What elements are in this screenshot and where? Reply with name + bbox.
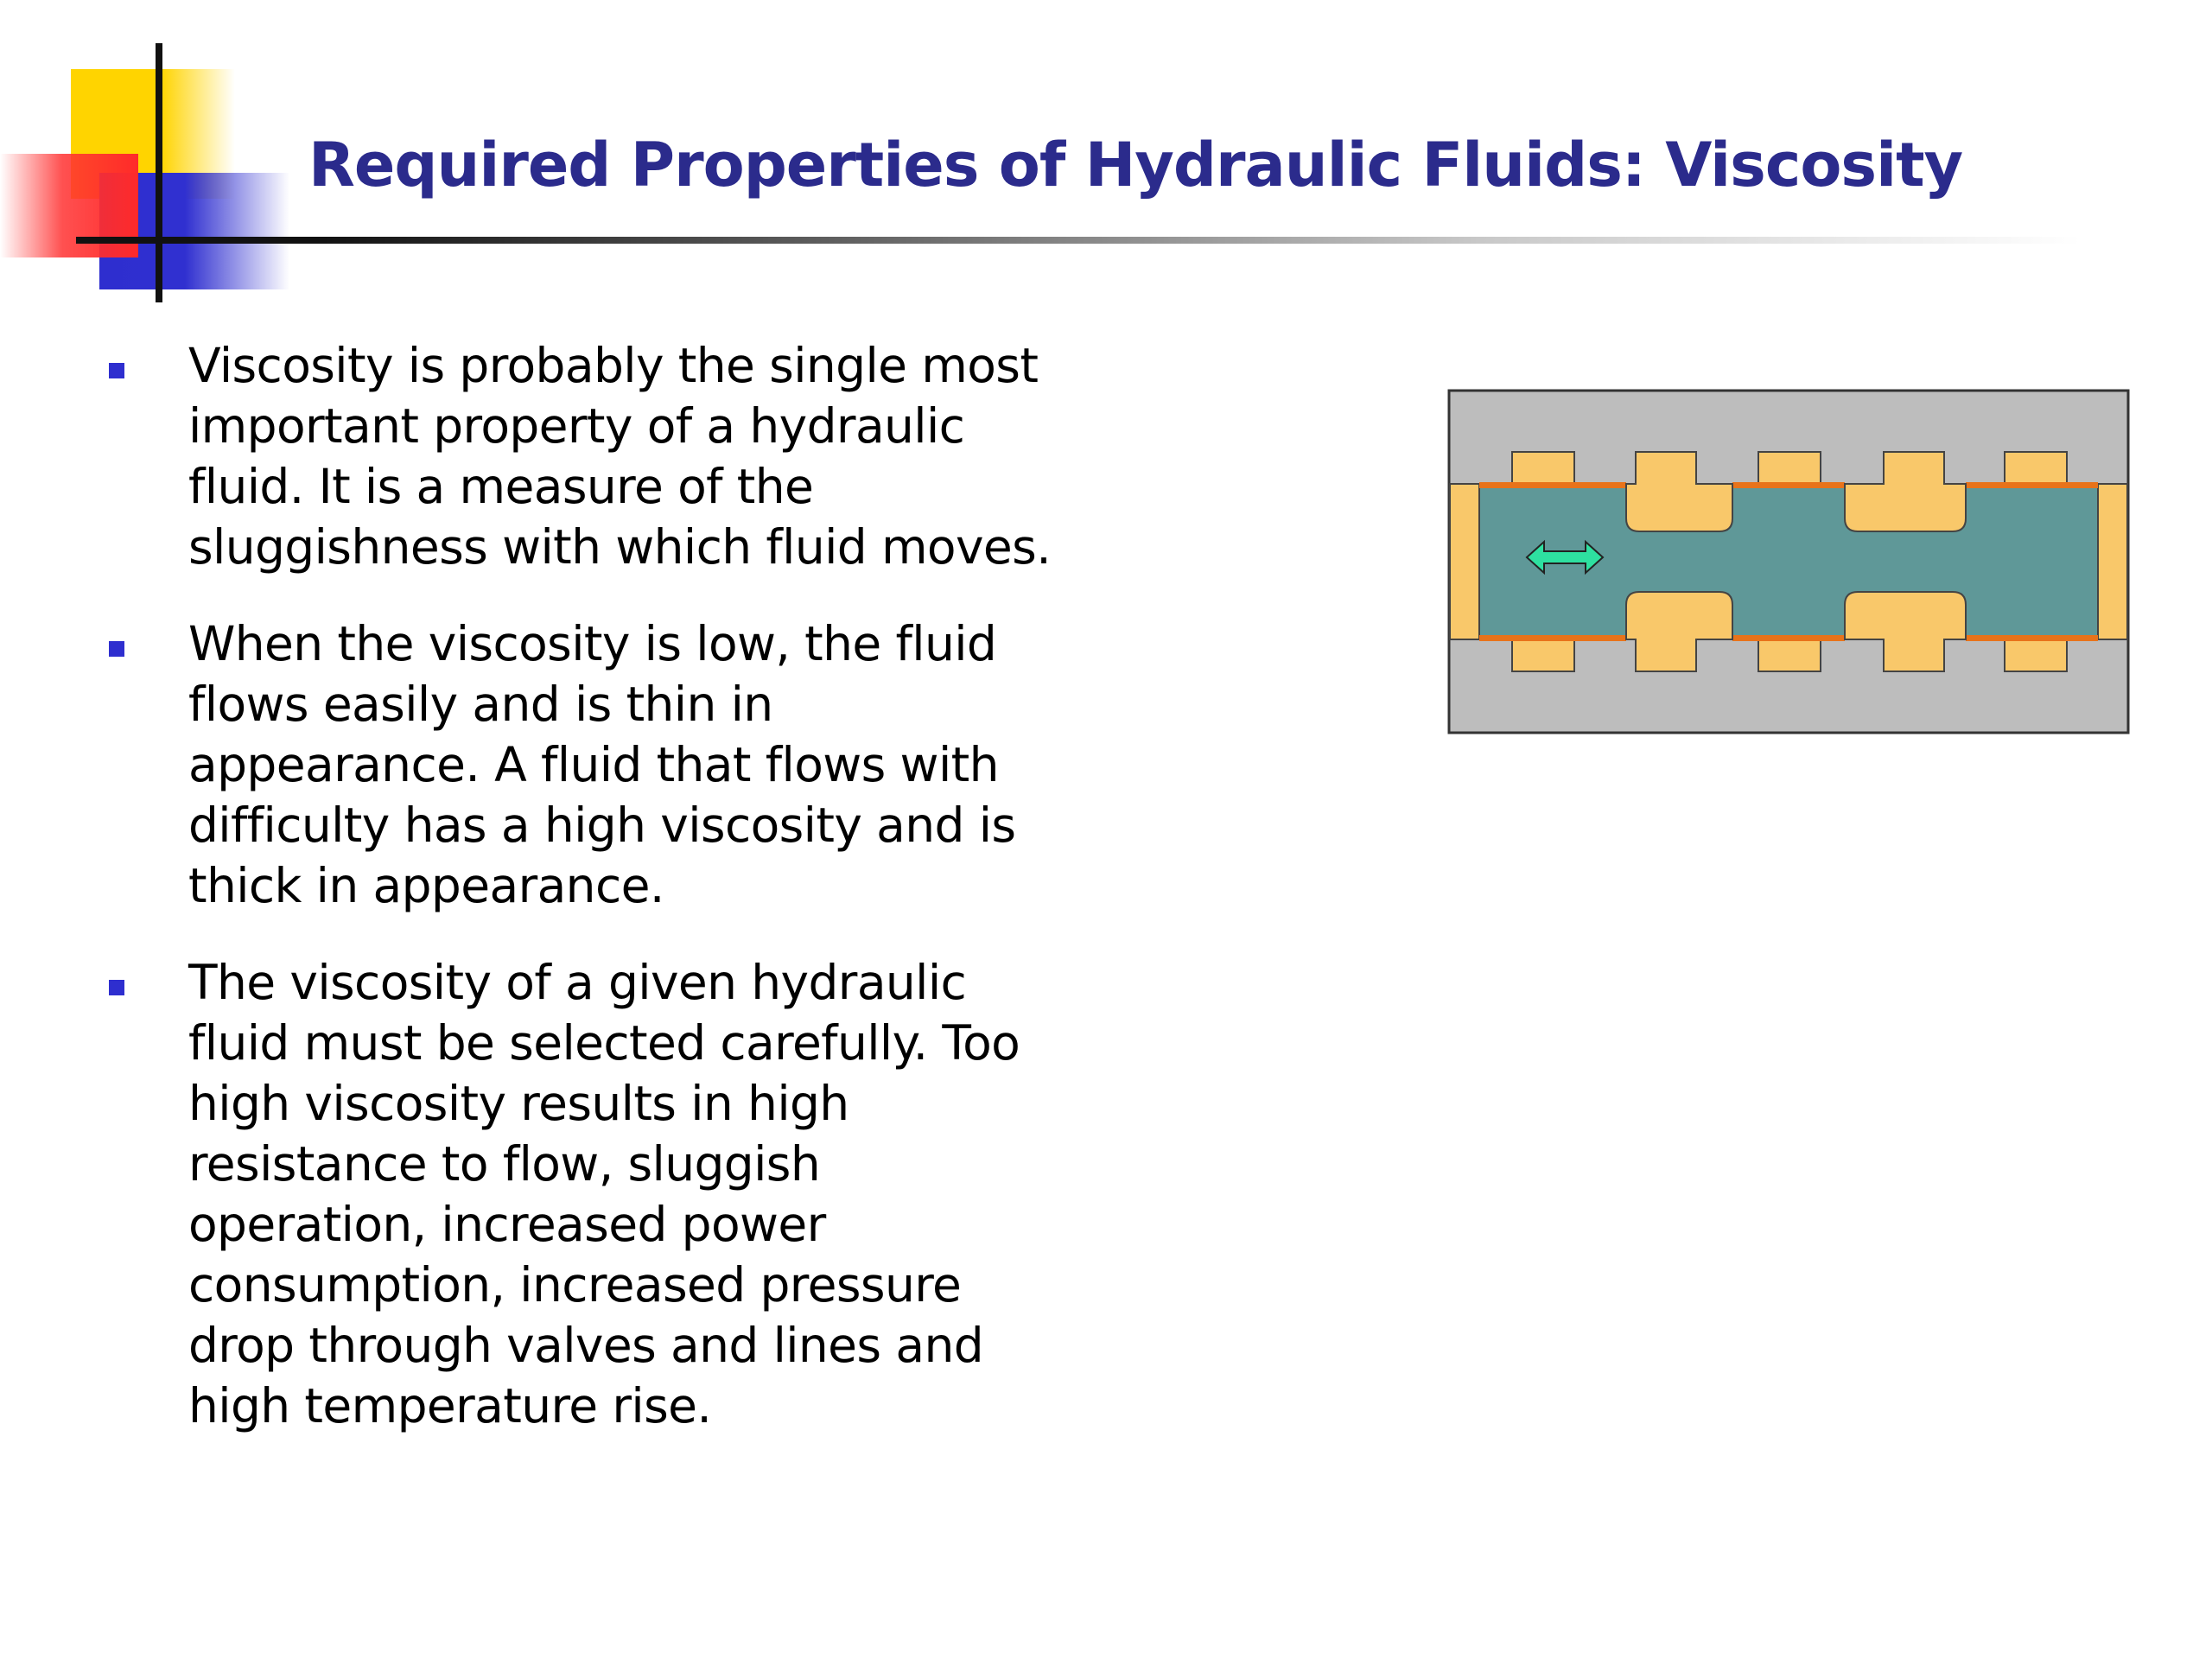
seal-line xyxy=(1966,635,2098,641)
port-top xyxy=(1758,452,1821,486)
bullet-square-icon xyxy=(109,363,124,378)
seal-line xyxy=(1966,482,2098,488)
seal-line xyxy=(1479,482,1626,488)
bullet-square-icon xyxy=(109,980,124,995)
seal-line xyxy=(1479,635,1626,641)
bullet-list xyxy=(95,335,1097,1472)
bullet-item xyxy=(95,335,1097,577)
bullet-item xyxy=(95,613,1097,916)
vertical-line xyxy=(156,43,162,302)
port-top xyxy=(2005,452,2067,486)
port-bottom xyxy=(2005,637,2067,671)
bullet-text: Viscosity is probably the single most important property of a hydraulic fluid. It is a measure of the sluggishness with which fluid moves. xyxy=(188,338,1052,575)
seal-line xyxy=(1732,482,1845,488)
end-cap-right xyxy=(2096,484,2127,639)
bullet-text: When the viscosity is low, the fluid flows easily and is thin in appearance. A fluid that flows with difficulty has a high viscosity and is thick in appearance. xyxy=(188,616,1016,913)
end-cap-left xyxy=(1450,484,1481,639)
title-underline xyxy=(76,237,2081,244)
seal-line xyxy=(1732,635,1845,641)
bullet-square-icon xyxy=(109,641,124,657)
bullet-item xyxy=(95,952,1097,1436)
slide-title: Required Properties of Hydraulic Fluids: Viscosity xyxy=(308,130,1963,200)
port-bottom xyxy=(1758,637,1821,671)
bullet-text: The viscosity of a given hydraulic fluid must be selected carefully. Too high viscosity results in high resistance to flow, sluggish operation, increased power consumption, increased pressure drop through valves and lines and high temperature rise. xyxy=(188,955,1020,1433)
spool-valve-diagram xyxy=(1447,389,2130,734)
corner-logo-decoration xyxy=(0,0,294,311)
port-bottom xyxy=(1512,637,1574,671)
port-top xyxy=(1512,452,1574,486)
